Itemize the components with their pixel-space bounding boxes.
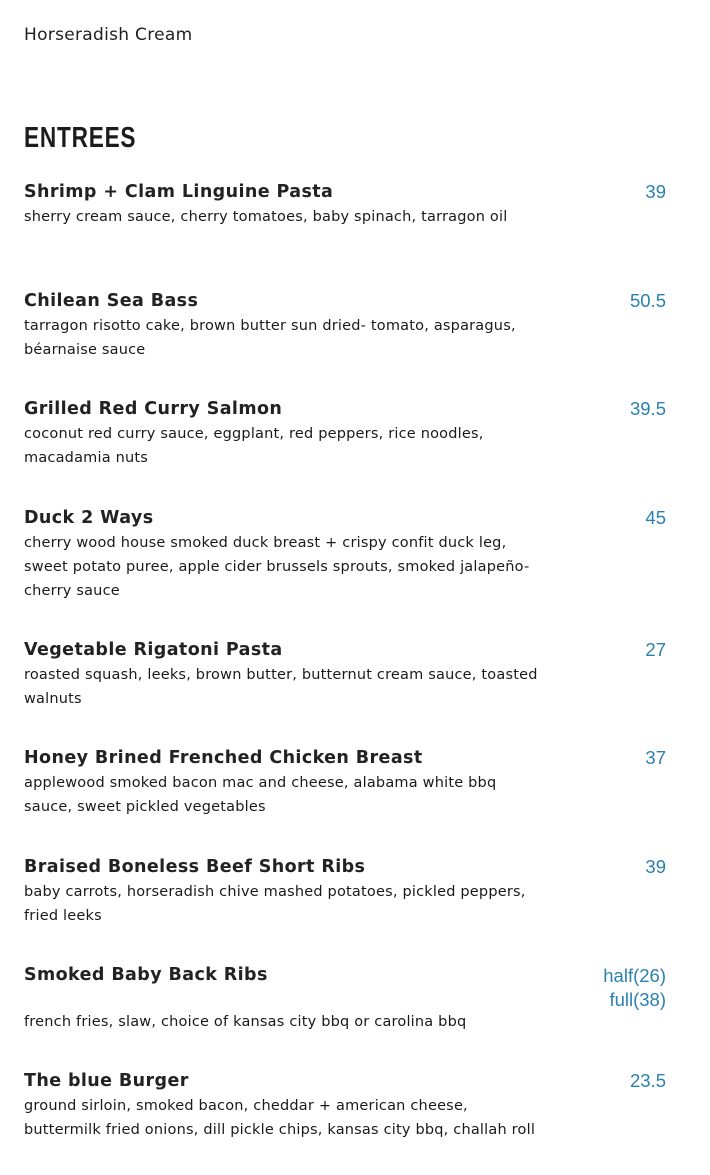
menu-item-price: 39.5 <box>629 398 666 419</box>
menu-item-name: Duck 2 Ways <box>24 508 154 528</box>
menu-item-price: 27 <box>645 639 666 660</box>
menu-item-price: 23.5 <box>629 1070 666 1091</box>
menu-item-price: 37 <box>645 747 666 768</box>
menu-item-name: Vegetable Rigatoni Pasta <box>24 640 283 660</box>
menu-item-name: Smoked Baby Back Ribs <box>24 965 268 985</box>
menu-item-description: french fries, slaw, choice of kansas city bbq or carolina bbq <box>24 1014 467 1030</box>
menu-item-name: Shrimp + Clam Linguine Pasta <box>24 182 334 202</box>
menu-item <box>24 1070 666 1142</box>
menu-item <box>24 507 666 603</box>
price-full: full(38) <box>609 989 666 1010</box>
menu-item-description: ground sirloin, smoked bacon, cheddar + american cheese, buttermilk fried onions, dill pickle chips, kansas city bbq, challah roll <box>24 1098 536 1138</box>
menu-item <box>24 639 666 711</box>
menu-item-name: Grilled Red Curry Salmon <box>24 399 283 419</box>
menu-item-description: roasted squash, leeks, brown butter, butternut cream sauce, toasted walnuts <box>24 667 538 707</box>
menu-item-name: Horseradish Cream <box>24 25 193 45</box>
menu-item <box>24 398 666 470</box>
menu-item-description: tarragon risotto cake, brown butter sun dried- tomato, asparagus, béarnaise sauce <box>24 318 516 358</box>
menu-item-price: 45 <box>645 507 666 528</box>
menu-item-price <box>603 964 666 1012</box>
menu-item-name: Honey Brined Frenched Chicken Breast <box>24 748 423 768</box>
menu-item-name: The blue Burger <box>24 1071 189 1091</box>
menu-item-name: Chilean Sea Bass <box>24 291 199 311</box>
section-title: ENTREES <box>24 122 137 154</box>
menu-item <box>24 856 666 928</box>
menu-item-price: 39 <box>645 181 666 202</box>
menu-item <box>24 290 666 362</box>
menu-item <box>24 747 666 819</box>
menu-item <box>24 181 666 229</box>
menu-item-description: cherry wood house smoked duck breast + crispy confit duck leg, sweet potato puree, apple cider brussels sprouts, smoked jalapeño- cherry sauce <box>24 535 530 599</box>
price-half: half(26) <box>603 965 666 986</box>
menu-item <box>24 964 666 1034</box>
menu-item-price: 39 <box>645 856 666 877</box>
menu-item-description: baby carrots, horseradish chive mashed potatoes, pickled peppers, fried leeks <box>24 884 526 924</box>
menu-item-description: coconut red curry sauce, eggplant, red peppers, rice noodles, macadamia nuts <box>24 426 484 466</box>
menu-item-price: 50.5 <box>629 290 666 311</box>
menu-item-description: applewood smoked bacon mac and cheese, alabama white bbq sauce, sweet pickled vegetables <box>24 775 497 815</box>
menu-item-name: Braised Boneless Beef Short Ribs <box>24 857 366 877</box>
menu-item-description: sherry cream sauce, cherry tomatoes, baby spinach, tarragon oil <box>24 209 508 225</box>
